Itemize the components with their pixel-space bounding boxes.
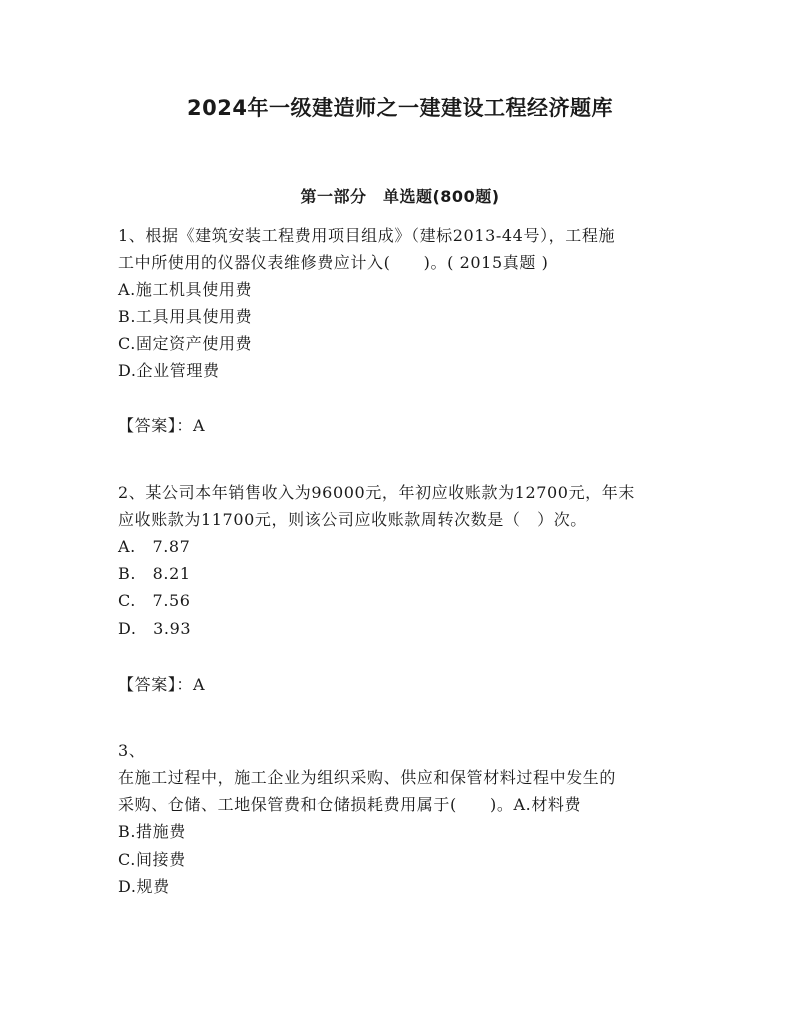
question-3-option-b: B.措施费: [118, 822, 186, 841]
question-1-option-a: A.施工机具使用费: [118, 280, 253, 299]
question-3-stem-line-1: 3、: [118, 741, 146, 760]
section-heading: 第一部分 单选题(800题): [300, 187, 500, 206]
question-2-answer: 【答案】：A: [118, 675, 206, 694]
question-1-stem-line-1: 1、根据《建筑安装工程费用项目组成》（建标2013-44号），工程施: [118, 226, 616, 245]
question-1-option-d: D.企业管理费: [118, 361, 220, 380]
question-2-option-c: C. 7.56: [118, 591, 191, 610]
question-3-stem-line-3: 采购、仓储、工地保管费和仓储损耗费用属于( )。A.材料费: [118, 795, 582, 814]
question-1-option-b: B.工具用具使用费: [118, 307, 253, 326]
question-2-option-b: B. 8.21: [118, 564, 191, 583]
question-2-stem-line-2: 应收账款为11700元，则该公司应收账款周转次数是（ ）次。: [118, 510, 587, 529]
question-2-option-d: D. 3.93: [118, 619, 192, 638]
question-3-option-c: C.间接费: [118, 850, 186, 869]
document-title: 2024年一级建造师之一建建设工程经济题库: [187, 96, 613, 120]
question-2-stem-line-1: 2、某公司本年销售收入为96000元，年初应收账款为12700元，年末: [118, 483, 635, 502]
question-1-stem-line-2: 工中所使用的仪器仪表维修费应计入( )。( 2015真题 ): [118, 253, 549, 272]
question-1-option-c: C.固定资产使用费: [118, 334, 253, 353]
question-1-answer: 【答案】：A: [118, 416, 206, 435]
question-2-option-a: A. 7.87: [118, 537, 191, 556]
question-3-stem-line-2: 在施工过程中，施工企业为组织采购、供应和保管材料过程中发生的: [118, 768, 617, 787]
question-3-option-d: D.规费: [118, 877, 170, 896]
